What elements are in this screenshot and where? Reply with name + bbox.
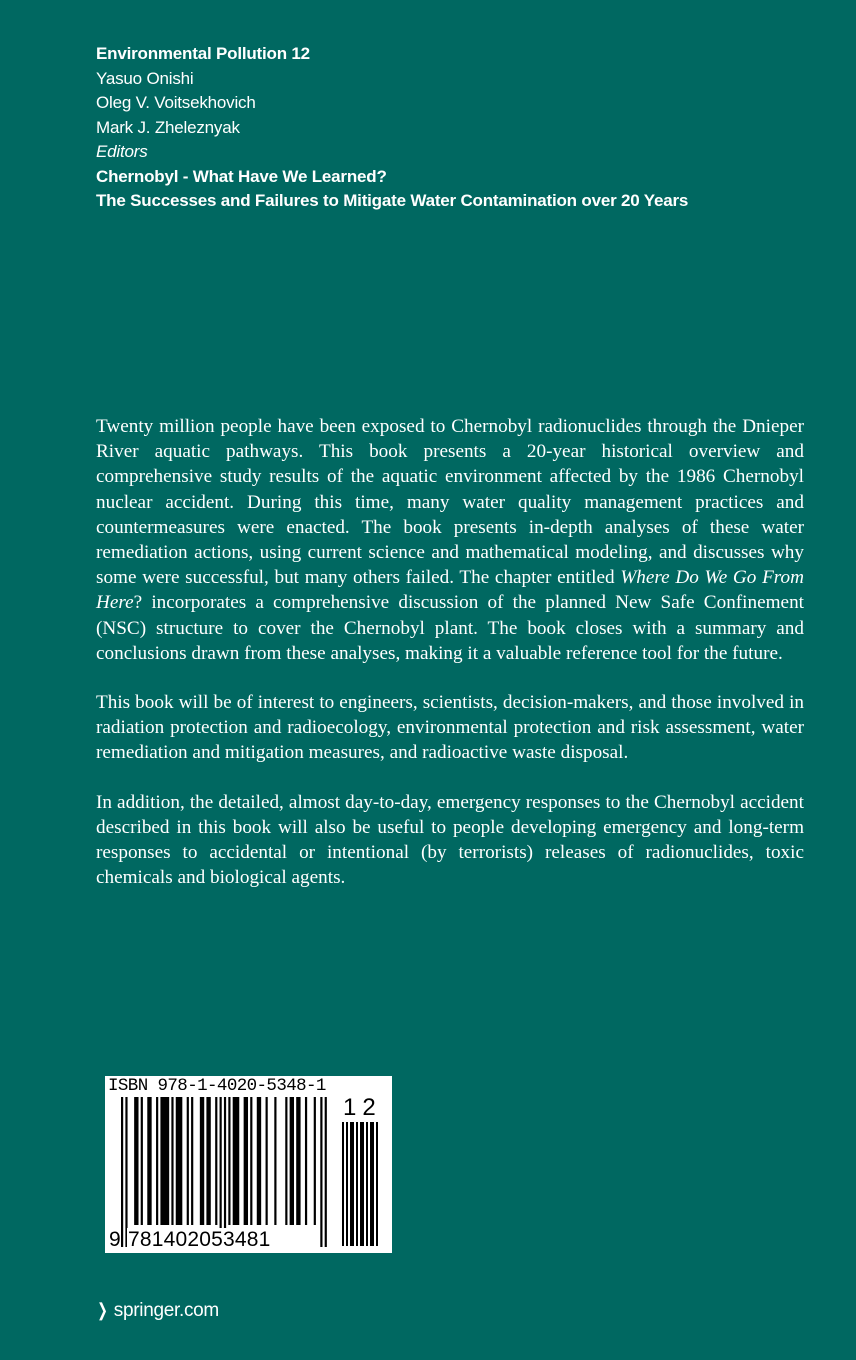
book-subtitle: The Successes and Failures to Mitigate Water Contamination over 20 Years — [96, 191, 689, 210]
description-paragraph-2: This book will be of interest to engineers, scientists, decision-makers, and those involved in radiation protection and radioecology, environmental protection and risk assessment, water remediation and mitigation measures, and radioactive waste disposal. — [96, 692, 804, 764]
series-name: Environmental Pollution 12 — [96, 44, 310, 63]
chapter-title-italic: Where Do We Go From Here — [96, 567, 804, 614]
description-paragraph-3: In addition, the detailed, almost day-to-day, emergency responses to the Chernobyl accident described in this book will also be useful to people developing emergency and long-term responses to accidental or intentional (by terrorists) releases of radionuclides, toxic chemicals and biological agents. — [96, 791, 804, 889]
isbn-barcode — [105, 1076, 392, 1253]
ean-barcode-bars — [121, 1097, 329, 1247]
cover-header — [96, 42, 796, 214]
editor-1: Yasuo Onishi — [96, 68, 194, 88]
editor-2: Oleg V. Voitsekhovich — [96, 93, 256, 112]
description-paragraph-1 — [96, 414, 804, 666]
publisher-link[interactable] — [95, 1298, 219, 1323]
editors-label: Editors — [96, 142, 148, 161]
editor-3: Mark J. Zheleznyak — [96, 117, 240, 137]
description-p1-text-a: Twenty million people have been exposed to Chernobyl radionuclides through the Dnieper River aquatic pathways. This book presents a 20-year historical overview and comprehensive study results of the aquatic environment affected by the 1986 Chernobyl nuclear accident. During this time, many water quality management practices and countermeasures were enacted. The book presents in-depth analyses of these water remediation actions, using current science and mathematical modeling, and discusses why some were successful, but many others failed. The chapter entitled — [96, 416, 804, 589]
ean-first-digit: 9 — [109, 1228, 121, 1251]
addon-barcode-bars — [342, 1122, 388, 1246]
book-title: Chernobyl - What Have We Learned? — [96, 166, 387, 186]
ean-digit-string: 781402053481 — [128, 1228, 271, 1251]
book-description — [96, 414, 804, 914]
isbn-label: ISBN 978-1-4020-5348-1 — [108, 1076, 326, 1096]
website-url[interactable]: springer.com — [113, 1300, 219, 1321]
description-p1-text-b: ? incorporates a comprehensive discussion of the planned New Safe Confinement (NSC) structure to cover the Chernobyl plant. The book closes with a summary and conclusions drawn from these analyses, making it a valuable reference tool for the future. — [96, 592, 804, 664]
addon-digits: 12 — [343, 1094, 382, 1121]
chevron-right-icon: ❯ — [97, 1300, 108, 1320]
